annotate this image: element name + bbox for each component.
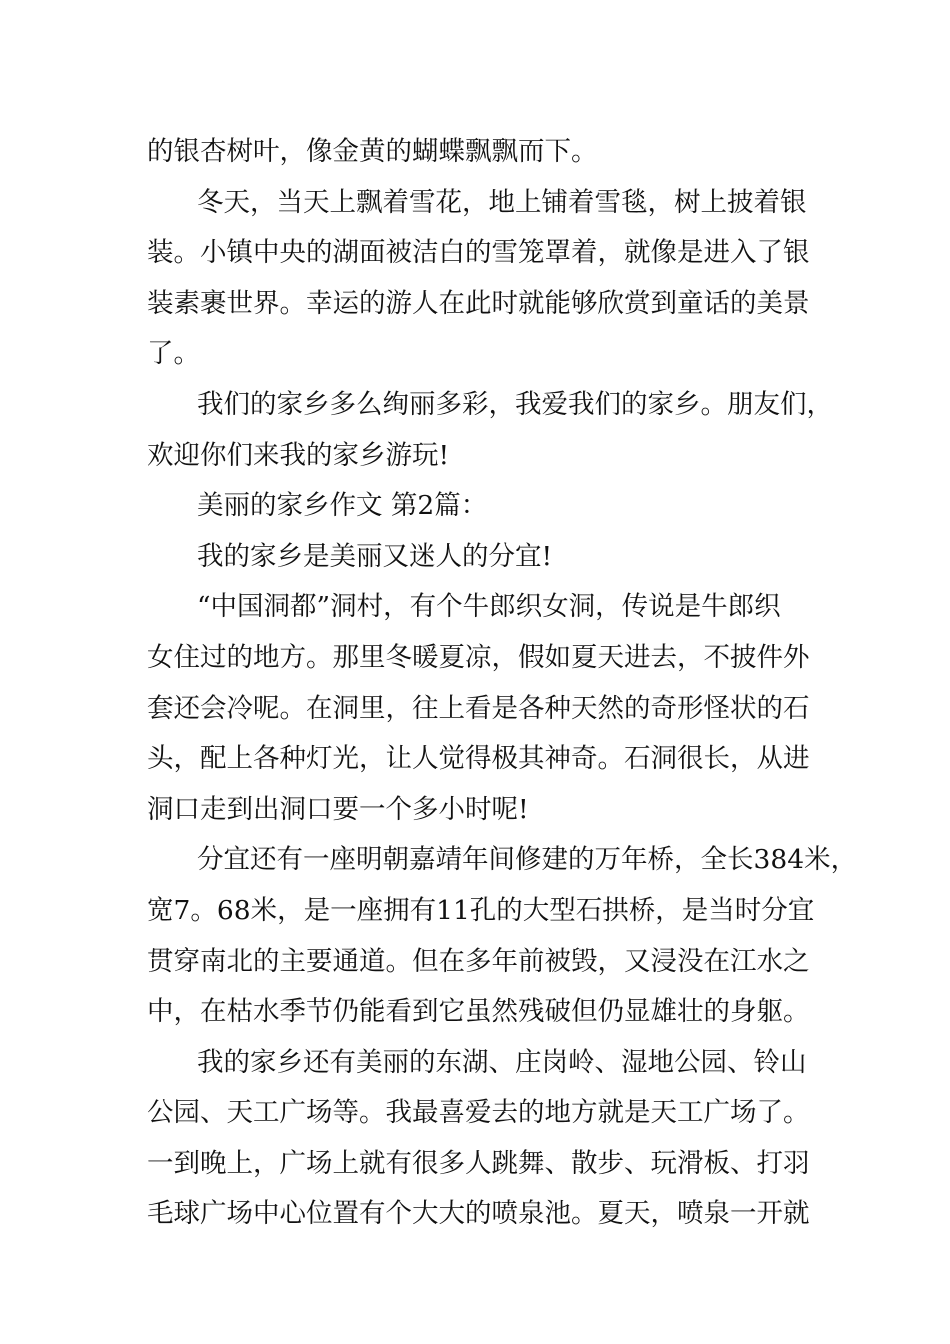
- text-line: 我的家乡是美丽又迷人的分宜!: [197, 540, 553, 572]
- text-line: “中国洞都”洞村，有个牛郎织女洞，传说是牛郎织: [197, 591, 781, 623]
- text-line: 套还会冷呢。在洞里，往上看是各种天然的奇形怪状的石: [147, 692, 810, 724]
- text-line: 中，在枯水季节仍能看到它虽然残破但仍显雄壮的身躯。: [147, 996, 810, 1028]
- text-line: 洞口走到出洞口要一个多小时呢!: [147, 793, 529, 825]
- text-line: 了。: [147, 338, 200, 370]
- text-line: 女住过的地方。那里冬暖夏凉，假如夏天进去，不披件外: [147, 641, 810, 673]
- text-line: 贯穿南北的主要通道。但在多年前被毁，又浸没在江水之: [147, 945, 810, 977]
- text-line: 冬天，当天上飘着雪花，地上铺着雪毯，树上披着银: [197, 186, 807, 218]
- text-line: 一到晚上，广场上就有很多人跳舞、散步、玩滑板、打羽: [147, 1147, 810, 1179]
- text-line: 我们的家乡多么绚丽多彩，我爱我们的家乡。朋友们，: [197, 388, 833, 420]
- text-line: 毛球广场中心位置有个大大的喷泉池。夏天，喷泉一开就: [147, 1198, 810, 1230]
- text-line: 装素裹世界。幸运的游人在此时就能够欣赏到童话的美景: [147, 287, 810, 319]
- text-line: 我的家乡还有美丽的东湖、庄岗岭、湿地公园、铃山: [197, 1046, 807, 1078]
- text-line: 分宜还有一座明朝嘉靖年间修建的万年桥，全长384米，: [197, 844, 858, 876]
- text-line: 公园、天工广场等。我最喜爱去的地方就是天工广场了。: [147, 1097, 810, 1129]
- text-line: 宽7。68米，是一座拥有11孔的大型石拱桥，是当时分宜: [147, 894, 815, 926]
- text-line: 装。小镇中央的湖面被洁白的雪笼罩着，就像是进入了银: [147, 237, 810, 269]
- text-line: 的银杏树叶，像金黄的蝴蝶飘飘而下。: [147, 136, 598, 167]
- text-line: 欢迎你们来我的家乡游玩!: [147, 439, 450, 471]
- text-line: 头，配上各种灯光，让人觉得极其神奇。石洞很长，从进: [147, 743, 810, 775]
- section-heading: 美丽的家乡作文 第2篇：: [197, 490, 488, 522]
- article-body: [147, 127, 858, 1240]
